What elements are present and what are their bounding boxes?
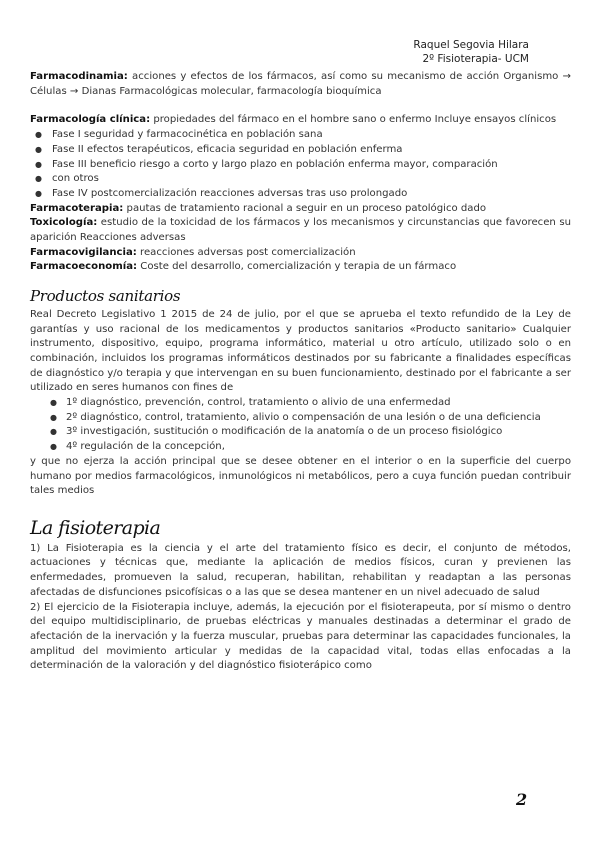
definition-text: estudio de la toxicidad de los fármacos y los mecanismos y circunstancias que favorecen su aparición Reacciones adversas <box>30 217 571 244</box>
definition-farmacoeconomia <box>30 260 571 275</box>
section-title-fisioterapia: La fisioterapia <box>30 516 161 539</box>
list-item: ● 1º diagnóstico, prevención, control, tratamiento o alivio de una enfermedad <box>48 396 571 411</box>
page-number: 2 <box>516 790 528 809</box>
list-item: ● 3º investigación, sustitución o modificación de la anatomía o de un proceso fisiológico <box>48 425 571 440</box>
list-item: ● Fase I seguridad y farmacocinética en población sana <box>30 128 571 143</box>
list-item: ● Fase II efectos terapéuticos, eficacia seguridad en población enferma <box>30 143 571 158</box>
list-item: ● 2º diagnóstico, control, tratamiento, alivio o compensación de una lesión o de una deficiencia <box>48 411 571 426</box>
term: Farmacodinamia: <box>30 71 128 82</box>
list-item: ● 4º regulación de la concepción, <box>48 440 571 455</box>
productos-intro: Real Decreto Legislativo 1 2015 de 24 de julio, por el que se aprueba el texto refundido de la Ley de garantías y uso racional de los medicamentos y productos sanitarios «Producto sanitario» Cualquier instrumento, dispositivo, equipo, programa informático, material u otro artículo, utilizado solo o en combinación, incluidos los programas informáticos destinados por su fabricante a finalidades específicas de diagnóstico y/o terapia y que intervengan en su buen funcionamiento, destinado por el fabricante a ser utilizado en seres humanos con fines de <box>30 308 571 394</box>
definition-toxicologia <box>30 216 571 245</box>
list-item: ● con otros <box>30 172 571 187</box>
productos-outro: y que no ejerza la acción principal que se desee obtener en el interior o en la superficie del cuerpo humano por medios farmacológicos, inmunológicos ni metabólicos, pero a cuya función puedan contribuir tales medios <box>30 455 571 497</box>
definition-text: propiedades del fármaco en el hombre sano o enfermo Incluye ensayos clínicos <box>150 114 557 126</box>
course-label: 2º Fisioterapia- UCM <box>422 53 529 65</box>
fisioterapia-paragraph-2: 2) El ejercicio de la Fisioterapia incluye, además, la ejecución por el fisioterapeuta, por sí mismo o dentro del equipo multidisciplinario, de pruebas eléctricas y manuales destinadas a determinar el grado de afectación de la inervación y la fuerza muscular, pruebas para determinar las capacidades funcionales, la amplitud del movimiento articular y medidas de la capacidad vital, todas ellas enfocadas a la determinación de la valoración y del diagnóstico fisioterápico como <box>30 601 571 672</box>
definition-text: reacciones adversas post comercialización <box>136 246 356 258</box>
fisioterapia-paragraph-1: 1) La Fisioterapia es la ciencia y el arte del tratamiento físico es decir, el conjunto de métodos, actuaciones y técnicas que, mediante la aplicación de medios físicos, curan y previenen las enfermedades, promueven la salud, recuperan, habilitan, rehabilitan y readaptan a las personas afectadas de disfunciones psicofísicas o a las que se desea mantener en un nivel adecuado de salud <box>30 542 571 598</box>
spacer <box>30 99 571 113</box>
phases-list <box>30 128 571 202</box>
term: Farmacoeconomía: <box>30 261 138 273</box>
productos-purpose-list <box>30 396 571 455</box>
list-item: ● Fase IV postcomercialización reacciones adversas tras uso prolongado <box>30 187 571 202</box>
list-item: ● Fase III beneficio riesgo a corto y largo plazo en población enferma mayor, comparación <box>30 158 571 173</box>
term: Farmacología clínica: <box>30 114 151 126</box>
page-content <box>30 70 571 674</box>
page-header <box>413 38 529 66</box>
definition-text: acciones y efectos de los fármacos, así como su mecanismo de acción Organismo → Células → Dianas Farmacológicas molecular, farmacología bioquímica <box>30 71 571 97</box>
section-title-productos-sanitarios: Productos sanitarios <box>30 287 181 306</box>
definition-text: pautas de tratamiento racional a seguir en un proceso patológico dado <box>123 202 487 214</box>
definition-farmacoterapia <box>30 202 571 217</box>
definition-farmacologia-clinica <box>30 113 571 128</box>
definition-text: Coste del desarrollo, comercialización y terapia de un fármaco <box>137 261 457 273</box>
definition-farmacodinamia <box>30 70 571 99</box>
term: Toxicología: <box>30 217 98 229</box>
term: Farmacovigilancia: <box>30 246 137 258</box>
author-name: Raquel Segovia Hilara <box>413 39 529 51</box>
definition-farmacovigilancia <box>30 246 571 261</box>
term: Farmacoterapia: <box>30 202 124 214</box>
